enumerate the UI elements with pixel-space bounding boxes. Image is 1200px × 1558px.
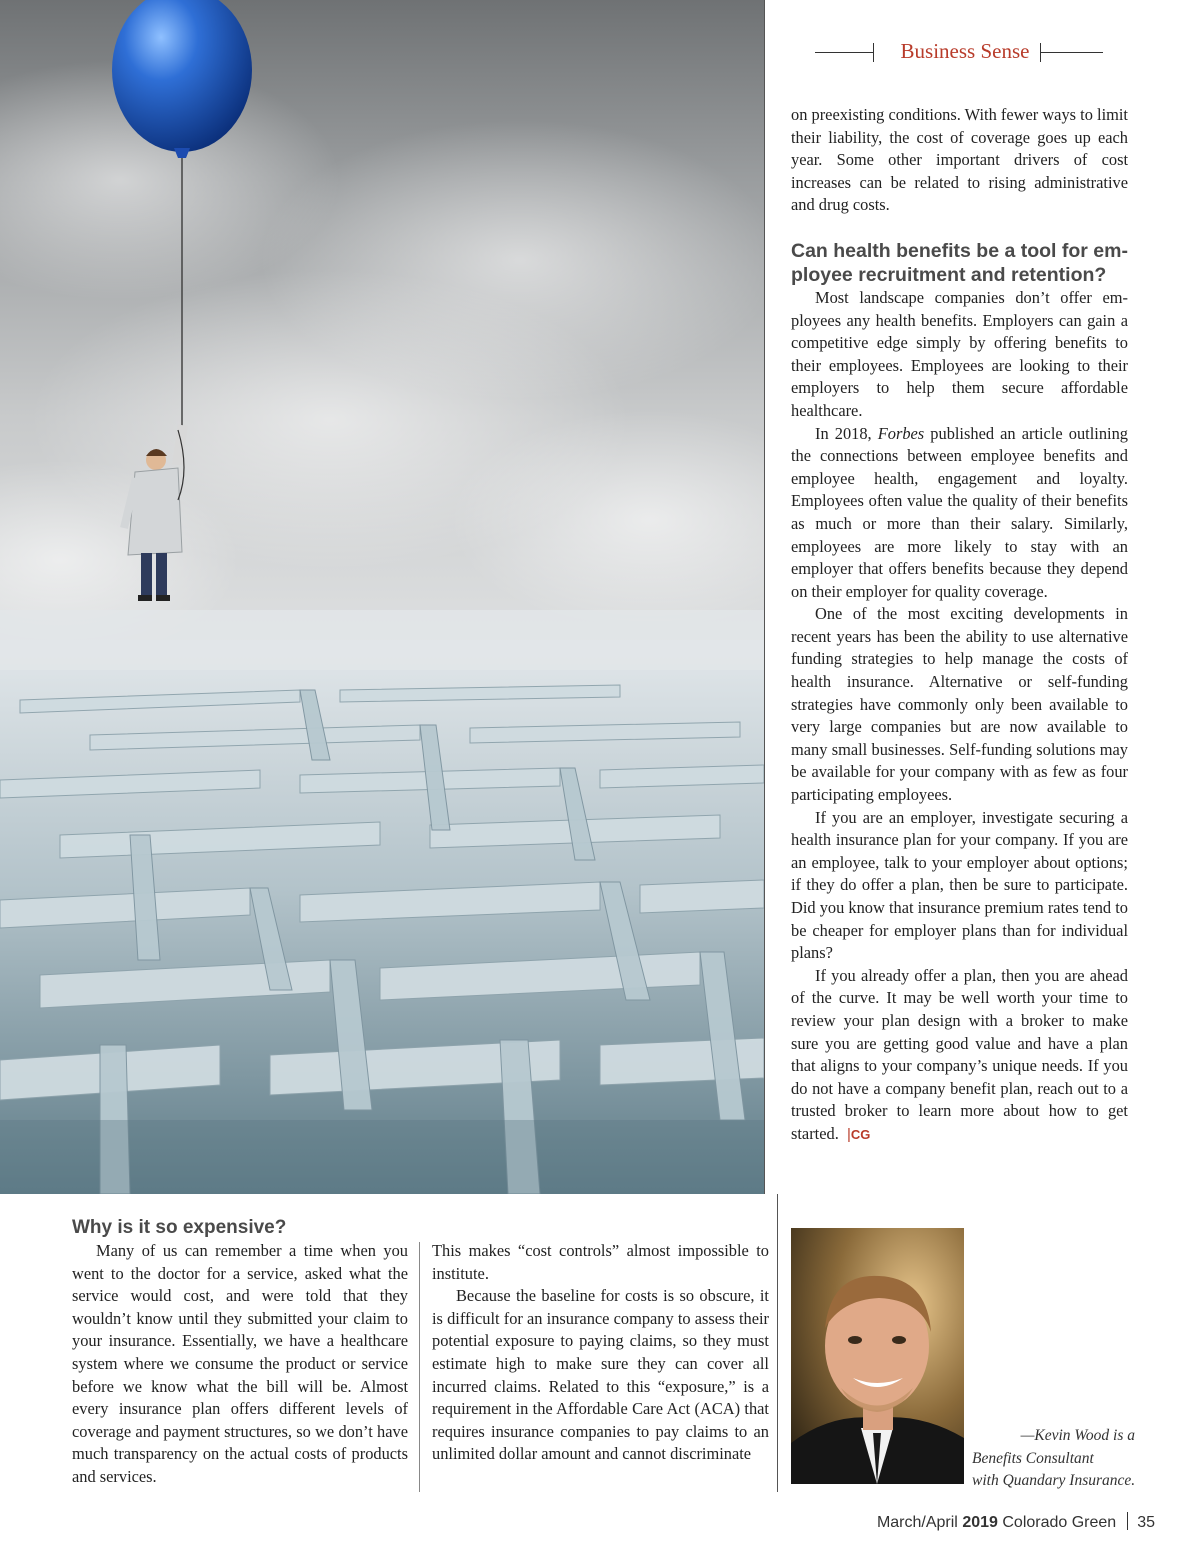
body-paragraph: If you are an employer, investigate securing a health insurance plan for your company. If you are an employee, talk to your employer about options; if they do offer a plan, then be sure to participate. Did you know that insurance premium rates tend to be cheaper for employer plans than for individual plans?	[791, 807, 1128, 963]
forbes-title: Forbes	[877, 423, 925, 443]
body-paragraph: This makes “cost controls” almost impossible to institute.	[432, 1241, 769, 1283]
author-caption: —Kevin Wood is a Benefits Consultant with Quandary Insurance.	[972, 1427, 1136, 1490]
forbes-paragraph: In 2018, Forbes published an article outlining the connections between employee benefits and employee health, engagement and loyalty. Employees often value the quality of their benefits as much or more than their salary. Similarly, employees are more likely to stay with an employer that offers benefits because they depend on their employer for quality coverage.	[791, 423, 1128, 601]
bottom-left-column	[72, 1216, 408, 1489]
issue-label: March/April	[876, 1514, 958, 1531]
column-divider-top	[764, 0, 765, 1194]
right-column	[791, 104, 1128, 1147]
page-footer	[760, 1512, 1155, 1532]
section-header	[815, 36, 1103, 70]
end-bar: |	[847, 1125, 851, 1143]
end-mark: CG	[850, 1126, 871, 1142]
author-photo	[791, 1228, 964, 1484]
body-paragraph: Because the baseline for costs is so obscure, it is difficult for an insurance company to assess their potential exposure to paying claims, so they must estimate high to make sure they can cover all incurred claims. Related to this “exposure,” is a requirement in the Affordable Care Act (ACA) that requires insurance companies to pay claims to an unlimited dollar amount and cannot discriminate	[432, 1286, 769, 1464]
column-divider-bottom	[777, 1194, 778, 1492]
benefits-heading: Can health benefits be a tool for employee recruitment and retention?	[791, 239, 1128, 286]
column-divider-left	[419, 1242, 420, 1492]
body-paragraph: Many of us can remember a time when you went to the doctor for a service, asked what the service would cost, and were told that they wouldn’t know until they submitted your claim to your insurance. Essentially, we have a healthcare system where we consume the product or service before we know what the bill will be. Almost every insurance plan offers different levels of coverage and payment structures, so we don’t have much transparency on the actual costs of products and services.	[72, 1241, 408, 1486]
maze-balloon-illustration	[0, 0, 764, 1194]
body-paragraph: Most landscape companies don’t offer employees any health benefits. Employers can gain a competitive edge simply by offering benefits to their employees. Employees are looking to their employers to help them secure affordable healthcare.	[791, 287, 1128, 420]
page-number: 35	[1137, 1514, 1155, 1531]
intro-paragraph: on preexisting conditions. With fewer ways to limit their liability, the cost of coverage goes up each year. Some other important drivers of cost increases can be related to rising administrative and drug costs.	[791, 105, 1128, 215]
closing-paragraph: If you already offer a plan, then you are ahead of the curve. It may be well worth your time to review your plan design with a broker to make sure you are getting good value and have a plan that aligns to your company’s unique needs. If you do not have a company benefit plan, reach out to a trusted broker to learn more about how to get started. |CG	[791, 965, 1128, 1143]
footer-separator	[1127, 1512, 1128, 1530]
section-title: Business Sense	[900, 39, 1030, 63]
bottom-middle-column	[432, 1240, 769, 1466]
issue-year: 2019	[962, 1514, 998, 1531]
expensive-heading: Why is it so expensive?	[72, 1217, 287, 1238]
magazine-name: Colorado Green	[1002, 1514, 1117, 1531]
body-paragraph: One of the most exciting developments in recent years has been the ability to use alternative funding strategies to help manage the costs of health insurance. Alternative or self-funding strategies have commonly only been available to very large companies but are now available to many small businesses. Self-funding solutions may be available for your company with as few as four participating employees.	[791, 604, 1128, 805]
